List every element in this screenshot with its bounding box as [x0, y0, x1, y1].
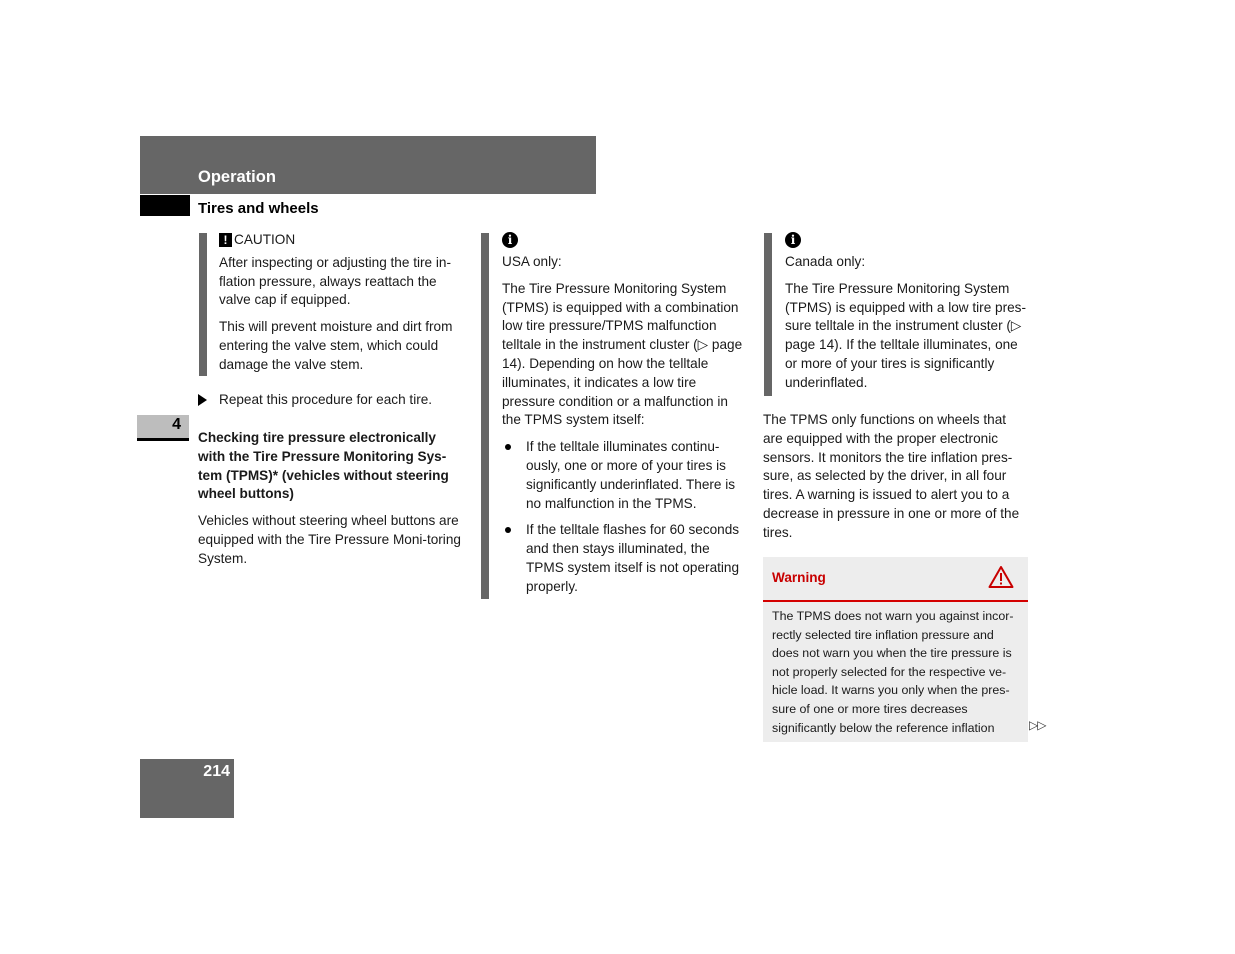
chapter-number: 4: [172, 416, 181, 433]
info-block-canada: [785, 231, 1031, 393]
info-icon: i: [502, 232, 518, 248]
triangle-right-icon: [198, 394, 207, 406]
chapter-tab: [137, 415, 189, 441]
step-text: Repeat this procedure for each tire.: [219, 392, 433, 407]
caution-label: CAUTION: [234, 232, 296, 247]
page-number: 214: [203, 763, 230, 780]
step-item: [198, 391, 468, 410]
info-usa-region: USA only:: [502, 254, 562, 269]
info-canada-region: Canada only:: [785, 254, 866, 269]
bullet-text-2: If the telltale flashes for 60 seconds and then stays illuminated, the TPMS system itself is not operating properly.: [526, 522, 740, 594]
caution-text-1: After inspecting or adjusting the tire in-flation pressure, always reattach the valve cap if equipped.: [219, 254, 451, 308]
page-number-box: [140, 759, 234, 818]
warning-triangle-icon: [988, 565, 1014, 589]
caution-side-bar: [199, 233, 207, 376]
list-item: [502, 521, 748, 596]
warning-label: Warning: [772, 570, 826, 585]
tpms-heading: Checking tire pressure electronically with the Tire Pressure Monitoring Sys-tem (TPMS)* (vehicles without steering wheel buttons): [198, 430, 449, 502]
exclamation-icon: !: [219, 233, 232, 247]
list-item: [502, 438, 748, 513]
section-title: Operation: [198, 168, 276, 186]
info-side-bar-usa: [481, 233, 489, 599]
bullet-icon: [505, 444, 511, 450]
info-canada-text: The Tire Pressure Monitoring System (TPMS) is equipped with a low tire pres-sure telltale in the instrument cluster (▷ page 14). If the telltale illuminates, one or more of your tires is significantly underinflated.: [785, 280, 1026, 390]
caution-block: [219, 231, 467, 375]
caution-text-2: This will prevent moisture and dirt from entering the valve stem, which could damage the valve stem.: [219, 319, 453, 372]
info-usa-text: The Tire Pressure Monitoring System (TPMS) is equipped with a combination low tire pressure/TPMS malfunction telltale in the instrument cluster (▷ page 14). Depending on how the telltale illuminates, it indicates a low tire pressure condition or a malfunction in the TPMS system itself:: [502, 280, 743, 428]
info-block-usa: [502, 231, 748, 597]
warning-box: [763, 557, 1028, 742]
tpms-intro: Vehicles without steering wheel buttons are equipped with the Tire Pressure Moni-toring System.: [198, 513, 461, 566]
info-icon: i: [785, 232, 801, 248]
bullet-icon: [505, 527, 511, 533]
warning-text: The TPMS does not warn you against incor-rectly selected tire inflation pressure and does not warn you when the tire pressure is not properly selected for the respective ve-hicle load. It warns you only when the pres-sure of one or more tires decreases significantly below the reference inflation: [772, 609, 1014, 735]
subsection-tab-marker: [140, 195, 190, 216]
continued-marker: ▷▷: [1029, 718, 1046, 732]
tpms-function-text: The TPMS only functions on wheels that are equipped with the proper electronic sensors. It monitors the tire inflation pres-sure, as selected by the driver, in all four tires. A warning is issued to alert you to a decrease in pressure in one or more of the tires.: [763, 412, 1020, 540]
subsection-title: Tires and wheels: [198, 200, 319, 217]
warning-header: [763, 557, 1028, 602]
info-side-bar-canada: [764, 233, 772, 396]
bullet-text-1: If the telltale illuminates continu-ously, one or more of your tires is significantly underinflated. There is no malfunction in the TPMS.: [526, 439, 736, 511]
